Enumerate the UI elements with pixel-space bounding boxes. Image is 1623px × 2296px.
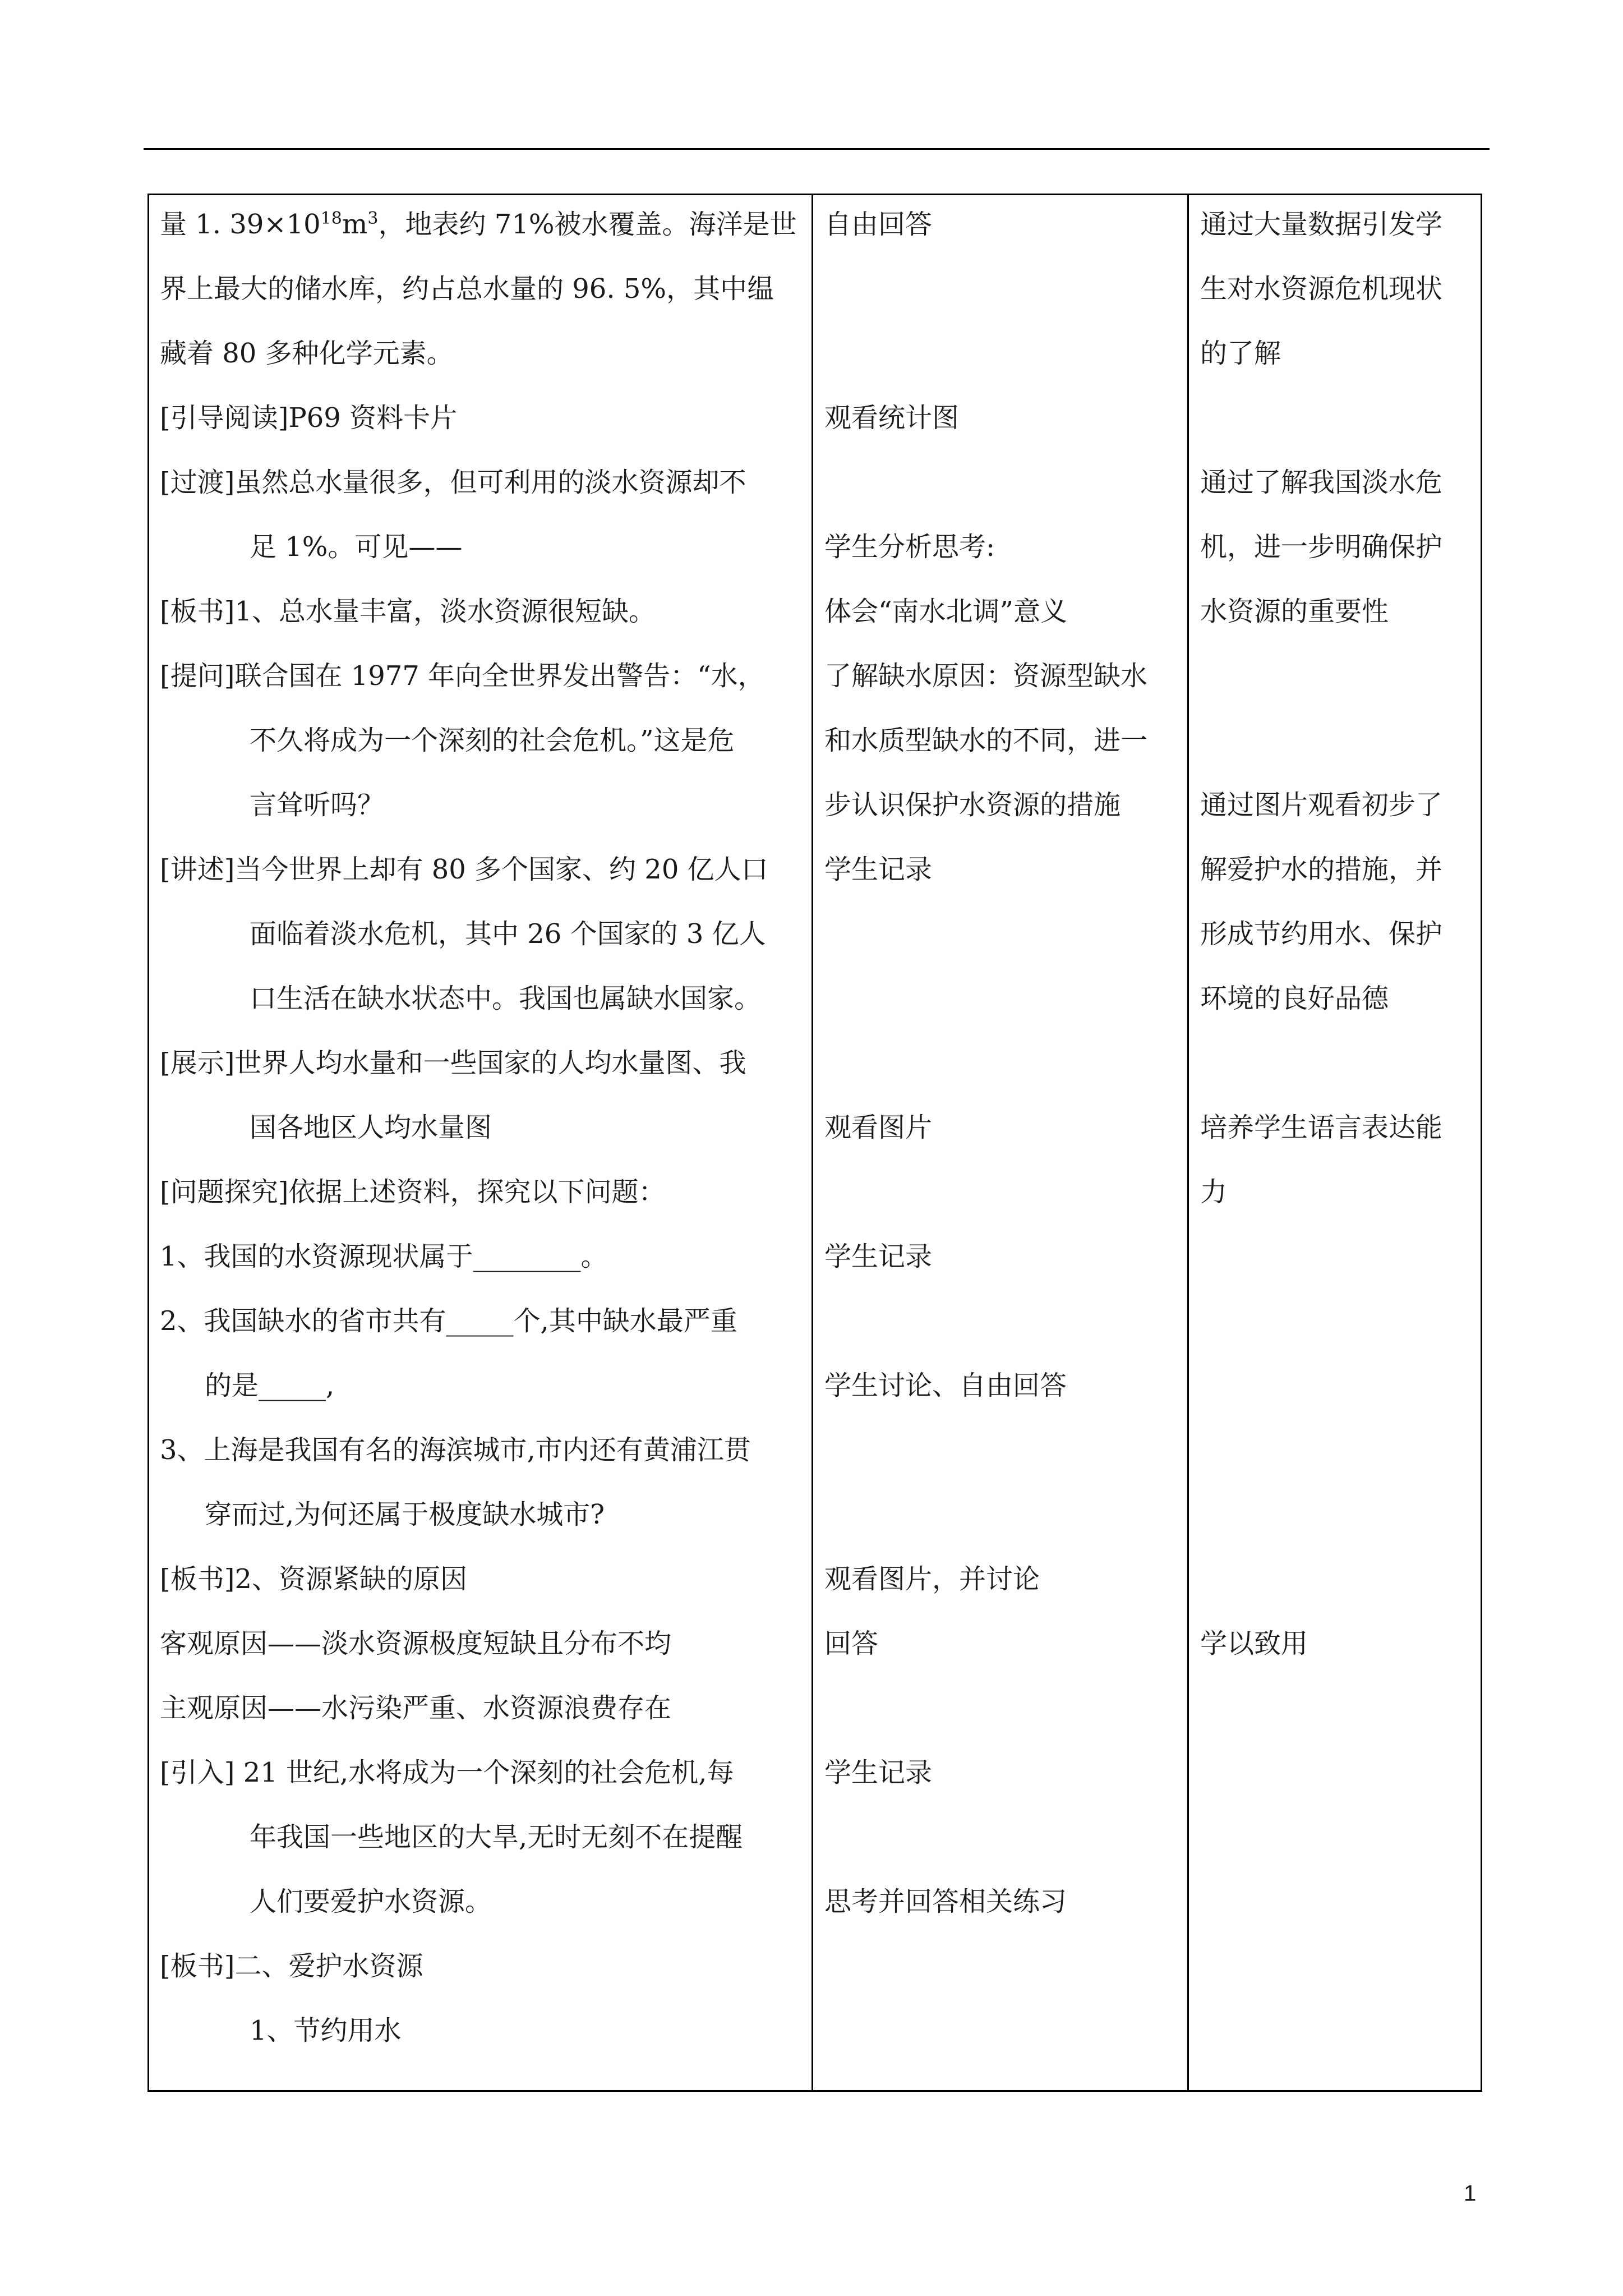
content-line: 3、上海是我国有名的海滨城市,市内还有黄浦江贯: [160, 1434, 751, 1466]
student-activity-line: 学生记录: [824, 1241, 933, 1272]
content-line: [板书]2、资源紧缺的原因: [160, 1563, 467, 1595]
page-number: 1: [1464, 2181, 1477, 2206]
content-line: [板书]1、总水量丰富，淡水资源很短缺。: [160, 596, 656, 627]
design-intent-line: 形成节约用水、保护: [1200, 918, 1443, 950]
student-activity-line: 和水质型缺水的不同，进一: [824, 725, 1148, 756]
student-activity-line: 学生记录: [824, 1757, 933, 1788]
content-line: 量 1. $39\times 10^{18}m^3$，地表约 71%被水覆盖。海洋是世: [160, 209, 797, 240]
content-line: 足 1%。可见——: [250, 531, 463, 563]
content-line: 1、我国的水资源现状属于________。: [160, 1241, 608, 1272]
column-divider-2: [1187, 195, 1189, 2090]
design-intent-line: 学以致用: [1200, 1628, 1308, 1659]
content-line: 国各地区人均水量图: [250, 1112, 492, 1143]
design-intent-line: 培养学生语言表达能: [1200, 1112, 1443, 1143]
design-intent-line: 力: [1200, 1176, 1228, 1208]
content-line: 人们要爱护水资源。: [250, 1886, 492, 1917]
design-intent-line: 解爱护水的措施，并: [1200, 854, 1443, 885]
content-line: 客观原因——淡水资源极度短缺且分布不均: [160, 1628, 672, 1659]
content-line: [问题探究]依据上述资料，探究以下问题：: [160, 1176, 666, 1208]
student-activity-line: 观看图片: [824, 1112, 933, 1143]
content-line: [板书]二、爱护水资源: [160, 1950, 423, 1982]
content-line: [提问]联合国在 1977 年向全世界发出警告：“水，: [160, 660, 765, 692]
design-intent-line: 的了解: [1200, 338, 1281, 369]
content-line: 口生活在缺水状态中。我国也属缺水国家。: [250, 983, 762, 1014]
student-activity-line: 体会“南水北调”意义: [824, 596, 1068, 627]
content-line: 不久将成为一个深刻的社会危机。”这是危: [250, 725, 735, 756]
column-divider-1: [811, 195, 813, 2090]
content-line: [引导阅读]P69 资料卡片: [160, 402, 458, 434]
design-intent-line: 水资源的重要性: [1200, 596, 1389, 627]
design-intent-line: 机，进一步明确保护: [1200, 531, 1443, 563]
content-line: 界上最大的储水库，约占总水量的 96. 5%，其中缊: [160, 273, 774, 305]
student-activity-line: 学生分析思考:: [824, 531, 995, 563]
content-line: [展示]世界人均水量和一些国家的人均水量图、我: [160, 1047, 746, 1079]
header-rule: [144, 148, 1490, 150]
content-line: 2、我国缺水的省市共有_____个,其中缺水最严重: [160, 1305, 737, 1337]
student-activity-line: 观看统计图: [824, 402, 960, 434]
content-line: [过渡]虽然总水量很多，但可利用的淡水资源却不: [160, 467, 746, 498]
student-activity-line: 回答: [824, 1628, 879, 1659]
content-line: 穿而过,为何还属于极度缺水城市?: [205, 1499, 605, 1530]
student-activity-line: 观看图片，并讨论: [824, 1563, 1040, 1595]
content-line: 言耸听吗？: [250, 789, 385, 821]
design-intent-line: 通过图片观看初步了: [1200, 789, 1443, 821]
design-intent-line: 生对水资源危机现状: [1200, 273, 1443, 305]
design-intent-line: 环境的良好品德: [1200, 983, 1389, 1014]
content-line: [讲述]当今世界上却有 80 多个国家、约 20 亿人口: [160, 854, 768, 885]
student-activity-line: 步认识保护水资源的措施: [824, 789, 1121, 821]
student-activity-line: 了解缺水原因：资源型缺水: [824, 660, 1148, 692]
content-line: 年我国一些地区的大旱,无时无刻不在提醒: [250, 1821, 743, 1853]
design-intent-line: 通过了解我国淡水危: [1200, 467, 1443, 498]
content-line: 面临着淡水危机，其中 26 个国家的 3 亿人: [250, 918, 766, 950]
content-line: 主观原因——水污染严重、水资源浪费存在: [160, 1692, 672, 1724]
design-intent-line: 通过大量数据引发学: [1200, 209, 1443, 240]
content-line: 的是_____,: [205, 1370, 335, 1401]
content-line: 藏着 80 多种化学元素。: [160, 338, 454, 369]
student-activity-line: 学生记录: [824, 854, 933, 885]
student-activity-line: 学生讨论、自由回答: [824, 1370, 1067, 1401]
student-activity-line: 思考并回答相关练习: [824, 1886, 1067, 1917]
student-activity-line: 自由回答: [824, 209, 933, 240]
content-line: [引入] 21 世纪,水将成为一个深刻的社会危机,每: [160, 1757, 734, 1788]
content-line: 1、节约用水: [250, 2015, 402, 2046]
